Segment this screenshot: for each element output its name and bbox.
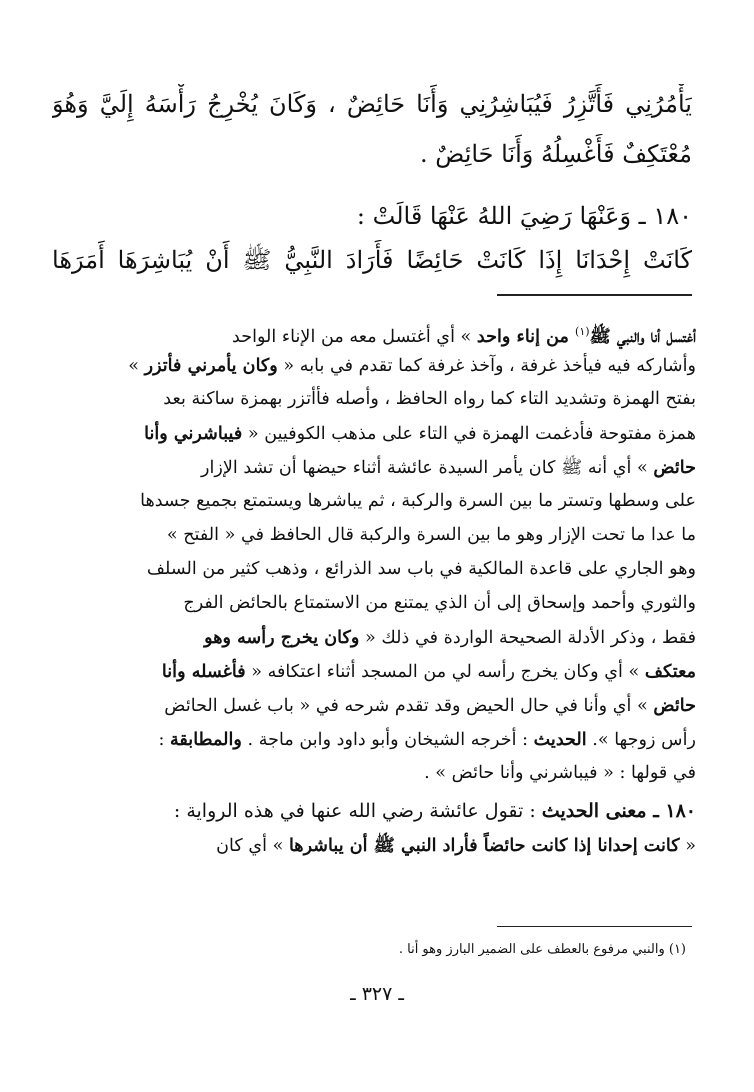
bold-quote: حائض xyxy=(653,457,696,478)
text-span: » أي أنه ﷺ كان يأمر السيدة عائشة أثناء حيضها أن تشد الإزار xyxy=(201,458,654,478)
section-label-hadith: الحديث xyxy=(533,729,587,750)
bold-quote: فأغسله وأنا xyxy=(161,661,246,682)
commentary-line-5 xyxy=(58,453,696,483)
commentary-line-15 xyxy=(58,797,696,826)
text-span: : تقول عائشة رضي الله عنها في هذه الرواية : xyxy=(173,800,542,822)
text-span: همزة مفتوحة فأدغمت الهمزة في التاء على مذهب الكوفيين « xyxy=(242,424,696,444)
bold-quote: وكان يأمرني فأتزر xyxy=(144,355,278,376)
bold-quote: حائض xyxy=(653,695,696,716)
commentary-line-7: ما عدا ما تحت الإزار وهو ما بين السرة والركبة قال الحافظ في « الفتح » xyxy=(166,525,696,545)
footnote: (١) والنبي مرفوع بالعطف على الضمير البارز وهو أنا . xyxy=(398,942,686,957)
commentary-line-4 xyxy=(58,419,696,449)
commentary-line-9: والثوري وأحمد وإسحاق إلى أن الذي يمتنع من الاستمتاع بالحائض الفرج xyxy=(183,593,696,613)
text-span: » أي أغتسل معه من الإناء الواحد xyxy=(231,326,477,347)
commentary-line-13 xyxy=(58,725,696,755)
bold-quote: كانت إحدانا إذا كانت حائضاً فأراد النبي ﷺ أن يباشرها xyxy=(288,835,680,856)
commentary-line-14: في قولها : « فيباشرني وأنا حائض » . xyxy=(424,763,696,783)
bold-quote: فيباشرني وأنا xyxy=(144,423,243,444)
bold-quote: وكان يخرج رأسه وهو xyxy=(204,627,360,648)
commentary-line-12 xyxy=(58,691,696,721)
commentary-line-16 xyxy=(58,831,696,861)
section-heading: ١٨٠ ـ معنى الحديث xyxy=(541,800,696,822)
section-label-correspondence: والمطابقة xyxy=(169,729,242,750)
hadith-line-2: مُعْتَكِفٌ فَأَغْسِلُهُ وَأَنَا حَائِضٌ . xyxy=(420,140,692,168)
text-span: : أخرجه الشيخان وأبو داود وابن ماجة . xyxy=(241,730,534,750)
hadith-line-4: كَانَتْ إِحْدَانَا إِذَا كَانَتْ حَائِضًا فَأَرَادَ النَّبِيُّ ﷺ أَنْ يُبَاشِرَهَا أَمَرَهَا xyxy=(52,246,692,274)
text-span: » أي وأنا في حال الحيض وقد تقدم شرحه في « باب غسل الحائض xyxy=(164,696,654,716)
bold-quote: أغتسل أنا والنبي ﷺ xyxy=(589,325,696,347)
text-span: فقط ، وذكر الأدلة الصحيحة الواردة في ذلك « xyxy=(359,628,696,648)
hadith-line-3: ١٨٠ ـ وَعَنْهَا رَضِيَ اللهُ عَنْهَا قَالَتْ : xyxy=(356,202,692,230)
bold-quote: من إناء واحد xyxy=(476,325,576,347)
text-span: » xyxy=(128,356,145,376)
footnote-ref: (١) xyxy=(575,325,590,338)
commentary-line-3: بفتح الهمزة وتشديد التاء كما رواه الحافظ ، وأصله فأأتزر بهمزة ساكنة بعد xyxy=(163,389,696,409)
commentary-line-10 xyxy=(58,623,696,653)
separator-rule xyxy=(497,294,692,296)
commentary-line-6: على وسطها وتستر ما بين السرة والركبة ، ثم يباشرها ويستمتع بجميع جسدها xyxy=(140,491,696,511)
commentary-line-8: وهو الجاري على قاعدة المالكية في باب سد الذرائع ، وذهب كثير من السلف xyxy=(146,559,696,579)
text-span: وأشاركه فيه فيأخذ غرفة ، وآخذ غرفة كما تقدم في بابه « xyxy=(277,356,696,376)
hadith-line-1: يَأْمُرُنِي فَأَتَّزِرُ فَيُبَاشِرُنِي وَأَنَا حَائِضٌ ، وَكَانَ يُخْرِجُ رَأْسَهُ إِلَيَّ وَهُوَ xyxy=(52,90,692,118)
commentary-line-1 xyxy=(58,317,696,352)
commentary-line-11 xyxy=(58,657,696,687)
text-span: » أي كان xyxy=(216,836,289,856)
bold-quote: معتكف xyxy=(644,661,696,682)
text-span: رأس زوجها ». xyxy=(586,730,696,750)
page-number: ـ ٣٢٧ ـ xyxy=(350,983,404,1005)
text-span: « xyxy=(679,836,696,856)
text-span: : xyxy=(158,730,170,750)
commentary-line-2 xyxy=(58,351,696,381)
footnote-rule xyxy=(497,926,692,927)
text-span: » أي وكان يخرج رأسه لي من المسجد أثناء اعتكافه « xyxy=(245,662,645,682)
